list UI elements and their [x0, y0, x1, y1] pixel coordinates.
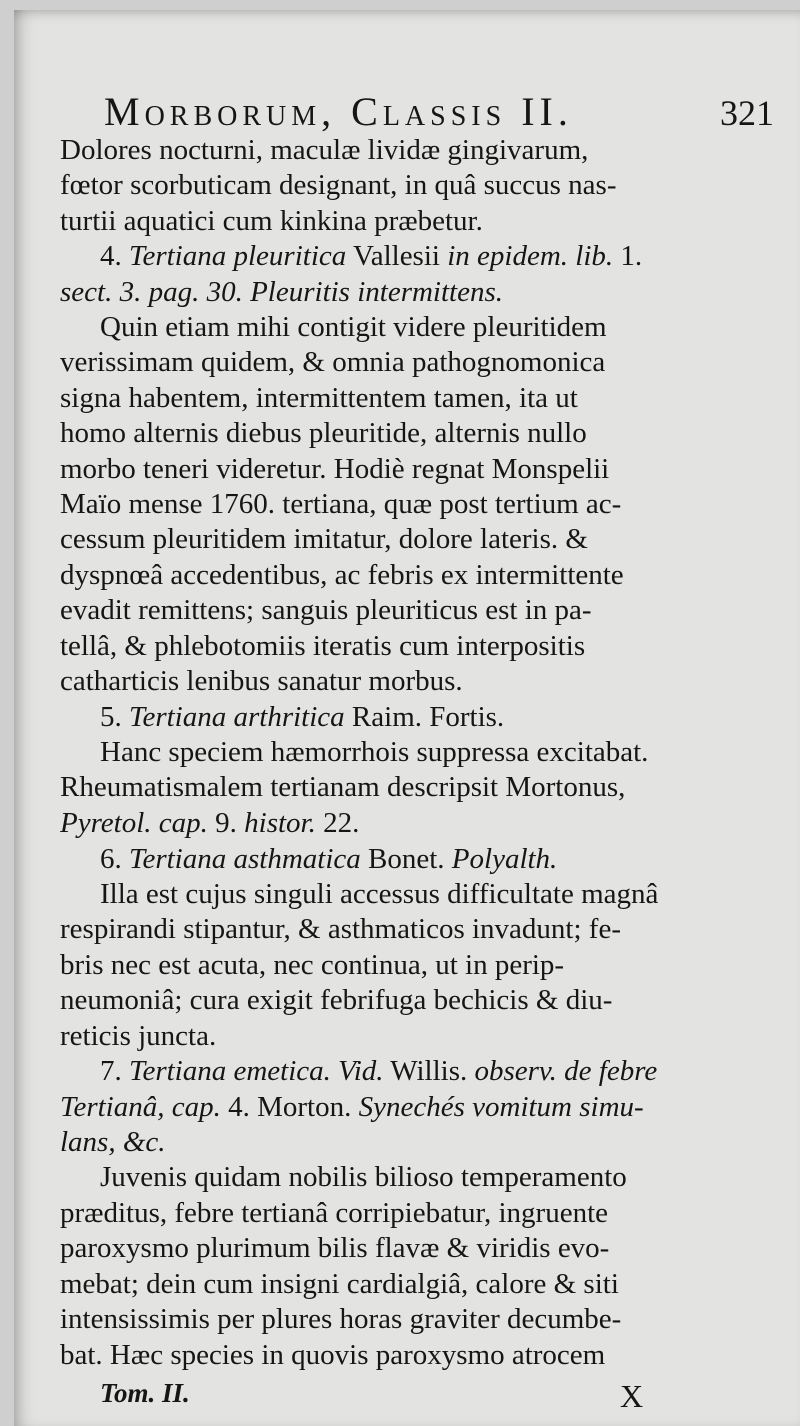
text-segment: Willis.	[383, 1055, 475, 1087]
text-line	[60, 983, 770, 1017]
text-line	[60, 948, 770, 982]
text-line	[100, 700, 770, 734]
text-segment: Tertiana pleuritica	[129, 240, 347, 272]
text-line	[60, 452, 770, 486]
text-line	[60, 416, 770, 450]
text-segment: 9.	[207, 807, 245, 839]
text-line	[60, 487, 770, 521]
text-line	[60, 381, 770, 415]
text-segment: Rheumatismalem tertianam descripsit Mortonus,	[60, 771, 626, 803]
text-line	[60, 1267, 770, 1301]
text-segment: Bonet.	[360, 843, 452, 875]
text-segment: Tertiana arthritica	[129, 701, 345, 733]
text-line	[60, 1231, 770, 1265]
text-segment: cessum pleuritidem imitatur, dolore lateris. &	[60, 523, 588, 555]
text-segment: 6.	[100, 843, 129, 875]
text-segment: Dolores nocturni, maculæ lividæ gingivarum,	[60, 134, 589, 166]
text-segment: evadit remittens; sanguis pleuriticus est in pa-	[60, 594, 592, 626]
text-segment: Tertiana emetica. Vid.	[129, 1055, 384, 1087]
text-segment: 22.	[315, 807, 360, 839]
text-segment: Hanc speciem hæmorrhois suppressa excitabat.	[100, 736, 649, 768]
text-line	[100, 239, 770, 273]
text-line	[60, 133, 770, 167]
text-segment: Pyretol. cap.	[60, 807, 208, 839]
text-segment: tellâ, & phlebotomiis iteratis cum interpositis	[60, 630, 586, 662]
text-segment: in epidem. lib.	[447, 240, 614, 272]
text-line	[60, 912, 770, 946]
text-segment: mebat; dein cum insigni cardialgiâ, calore & siti	[60, 1268, 619, 1300]
text-line	[100, 1054, 770, 1088]
text-line	[60, 522, 770, 556]
text-line	[60, 1196, 770, 1230]
book-page	[14, 10, 800, 1426]
text-line	[60, 204, 770, 238]
text-segment: 4.	[100, 240, 129, 272]
text-segment: 5.	[100, 701, 129, 733]
text-segment: intensissimis per plures horas graviter decumbe-	[60, 1303, 622, 1335]
text-segment: reticis juncta.	[60, 1020, 217, 1052]
text-segment: sect. 3. pag. 30. Pleuritis intermittens.	[60, 276, 504, 308]
text-line	[60, 1125, 770, 1159]
text-line	[60, 1019, 770, 1053]
text-segment: verissimam quidem, & omnia pathognomonica	[60, 346, 606, 378]
text-segment: Illa est cujus singuli accessus difficultate magnâ	[100, 878, 659, 910]
text-line	[60, 664, 770, 698]
volume-mark: Tom. II.	[100, 1378, 190, 1408]
text-line	[100, 310, 770, 344]
text-segment: Juvenis quidam nobilis bilioso temperamento	[100, 1161, 627, 1193]
text-segment: Vallesii	[346, 240, 448, 272]
text-segment: 1.	[613, 240, 643, 272]
text-line	[60, 770, 770, 804]
text-segment: Quin etiam mihi contigit videre pleuritidem	[100, 311, 607, 343]
text-segment: catharticis lenibus sanatur morbus.	[60, 665, 463, 697]
text-segment: 7.	[100, 1055, 129, 1087]
text-line	[100, 877, 770, 911]
text-line	[60, 275, 770, 309]
text-line	[60, 806, 770, 840]
page-number: 321	[720, 93, 774, 133]
text-segment: Raim. Fortis.	[344, 701, 505, 733]
text-segment: neumoniâ; cura exigit febrifuga bechicis & diu-	[60, 984, 613, 1016]
running-title: Morborum, Classis II.	[104, 89, 573, 134]
text-segment: signa habentem, intermittentem tamen, ita ut	[60, 382, 578, 414]
text-segment: observ. de febre	[474, 1055, 658, 1087]
text-segment: bat. Hæc species in quovis paroxysmo atrocem	[60, 1339, 606, 1371]
text-line	[60, 558, 770, 592]
text-segment: homo alternis diebus pleuritide, alternis nullo	[60, 417, 587, 449]
text-segment: præditus, febre tertianâ corripiebatur, ingruente	[60, 1197, 609, 1229]
text-segment: Tertianâ, cap.	[60, 1091, 221, 1123]
text-segment: respirandi stipantur, & asthmaticos invadunt; fe-	[60, 913, 621, 945]
text-segment: Polyalth.	[451, 843, 558, 875]
text-segment: Tertiana asthmatica	[129, 843, 361, 875]
text-segment: turtii aquatici cum kinkina præbetur.	[60, 205, 483, 237]
text-line	[60, 629, 770, 663]
text-segment: dyspnœâ accedentibus, ac febris ex intermittente	[60, 559, 624, 591]
text-segment: morbo teneri videretur. Hodiè regnat Monspelii	[60, 453, 610, 485]
text-segment: bris nec est acuta, nec continua, ut in perip-	[60, 949, 565, 981]
text-segment: lans, &c.	[60, 1126, 166, 1158]
text-segment: paroxysmo plurimum bilis flavæ & viridis evo-	[60, 1232, 610, 1264]
page-footer	[14, 1378, 800, 1418]
running-header	[94, 88, 774, 138]
text-segment: 4. Morton.	[220, 1091, 359, 1123]
text-line	[60, 593, 770, 627]
text-segment: Synechés vomitum simu-	[358, 1091, 644, 1123]
text-line	[60, 1338, 770, 1372]
text-line	[60, 1090, 770, 1124]
text-line	[100, 735, 770, 769]
text-line	[100, 1160, 770, 1194]
text-line	[100, 842, 770, 876]
text-line	[60, 345, 770, 379]
text-segment: fœtor scorbuticam designant, in quâ succus nas-	[60, 169, 617, 201]
text-line	[60, 1302, 770, 1336]
text-segment: histor.	[244, 807, 316, 839]
signature-mark: X	[620, 1378, 644, 1414]
text-line	[60, 168, 770, 202]
text-segment: Maïo mense 1760. tertiana, quæ post tertium ac-	[60, 488, 622, 520]
